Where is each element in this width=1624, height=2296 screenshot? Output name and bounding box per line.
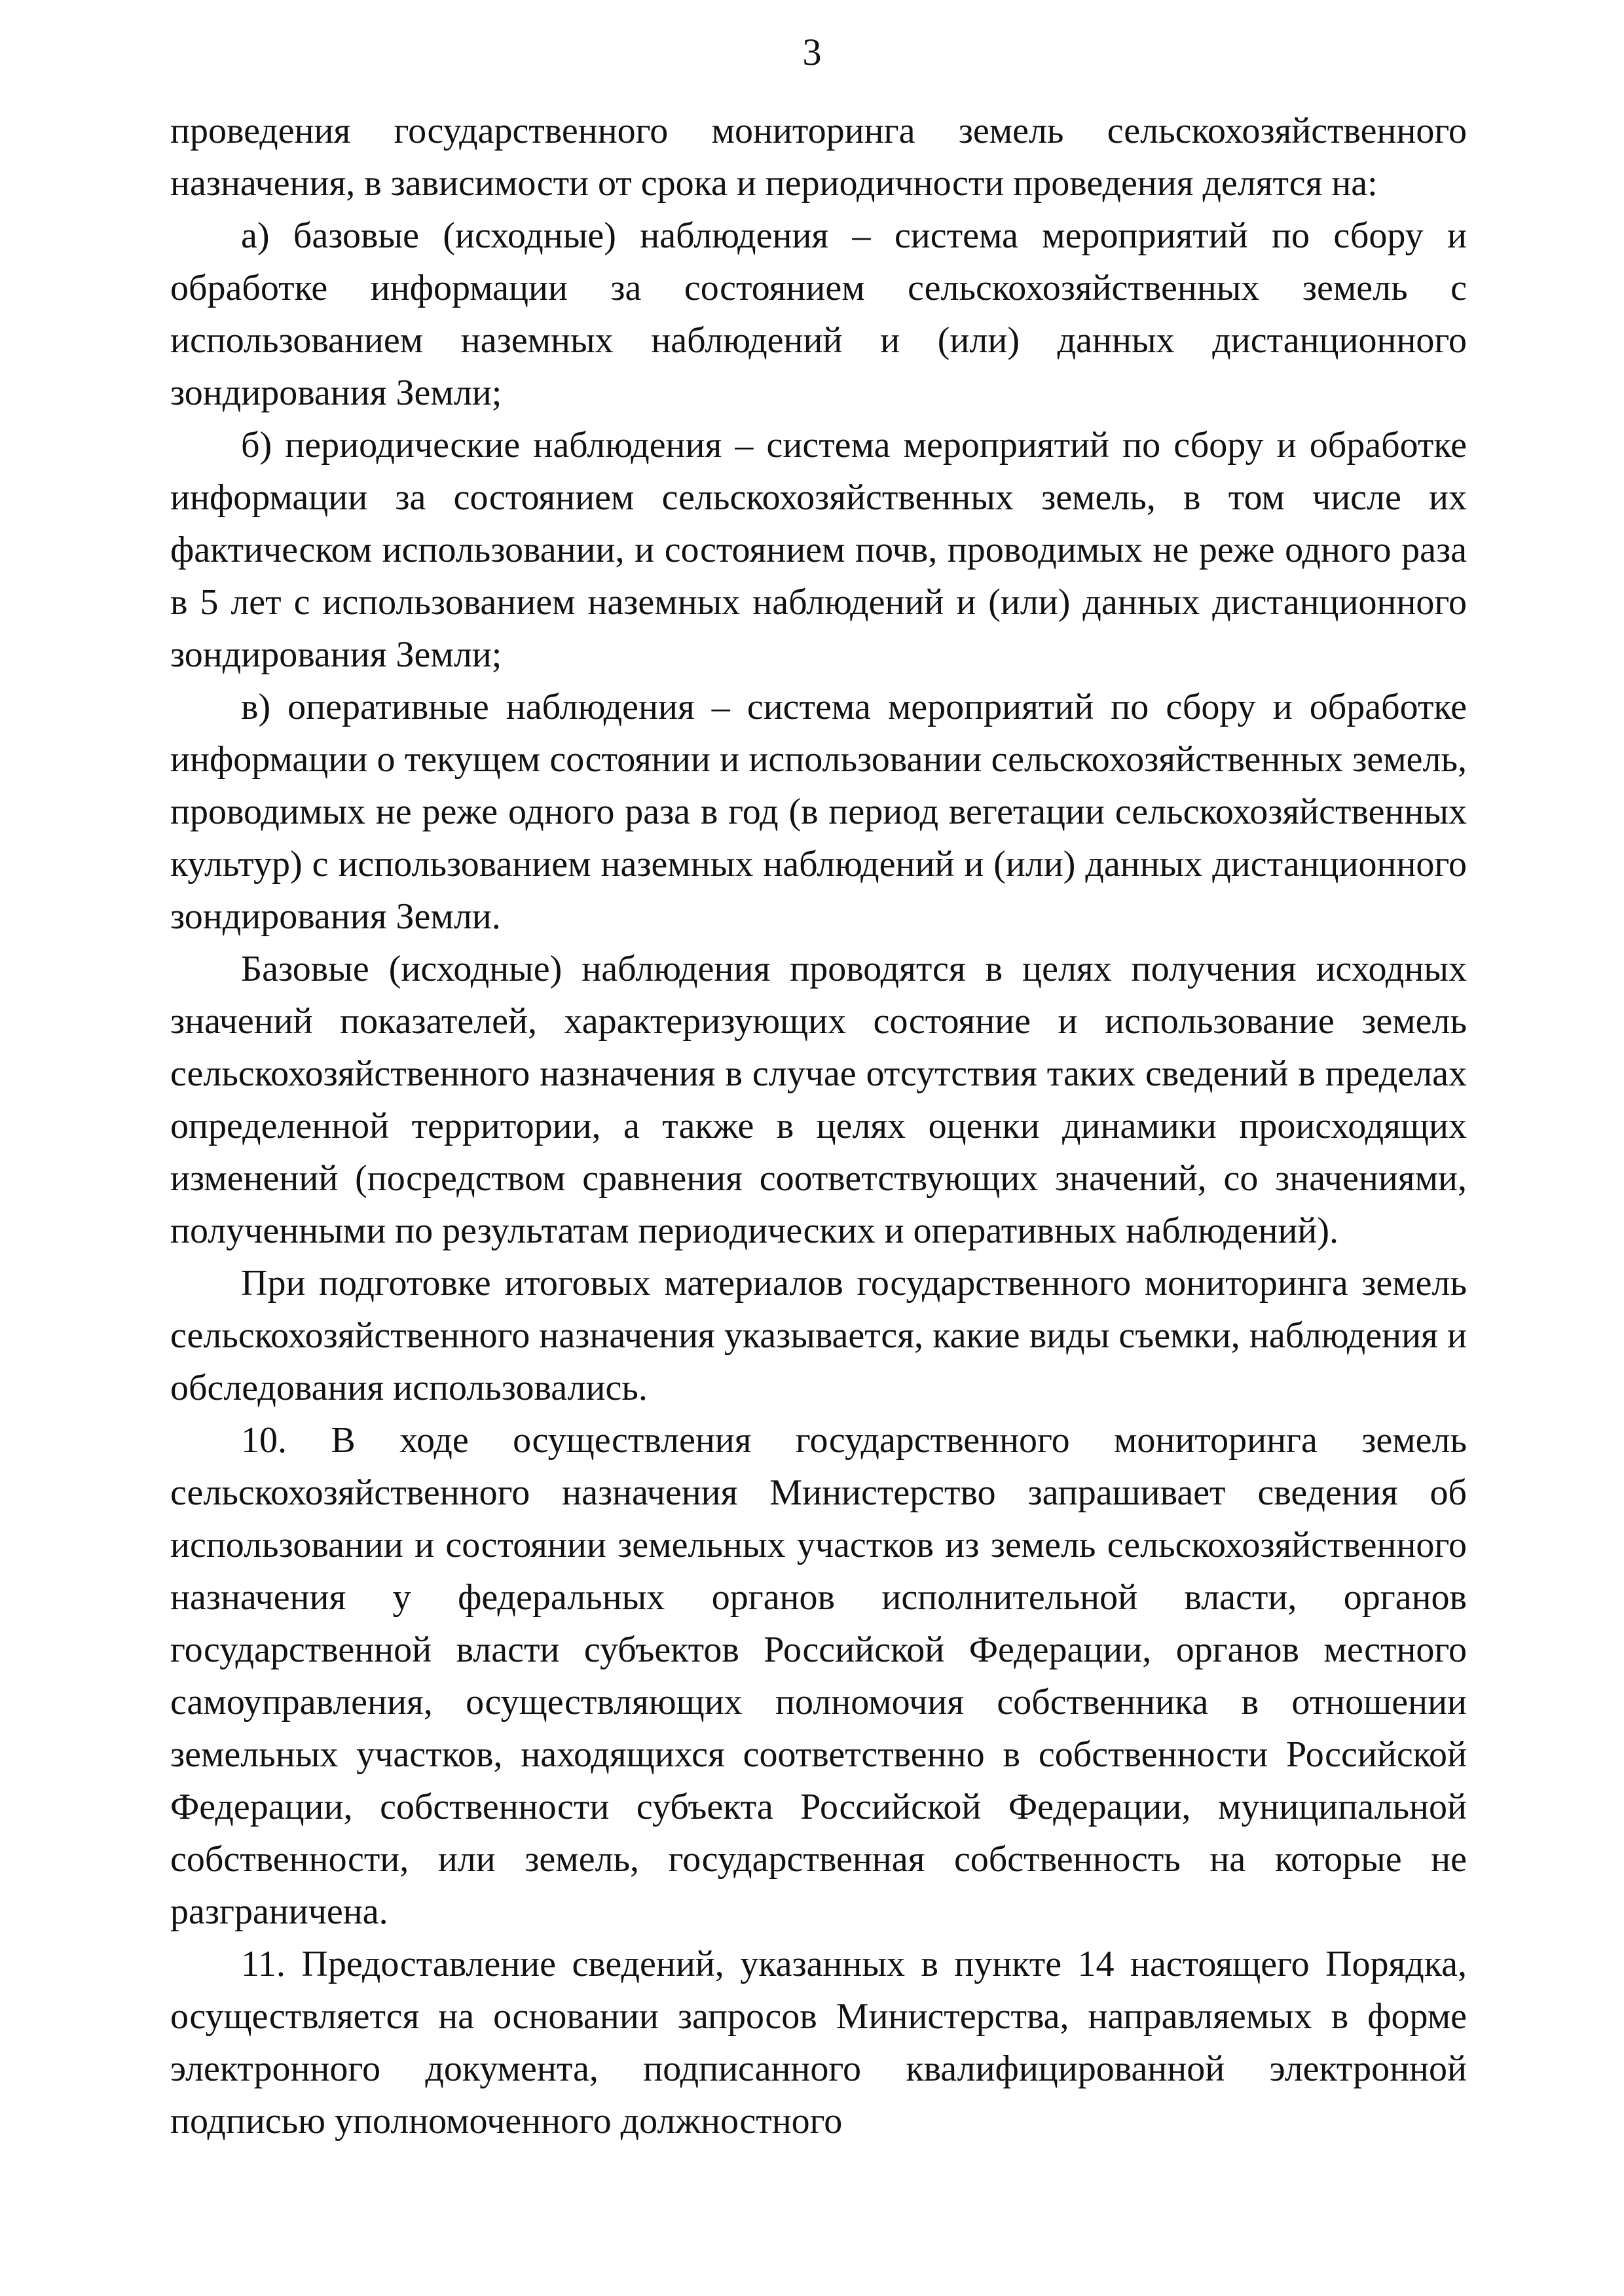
paragraph-base-observations: Базовые (исходные) наблюдения проводятся в целях получения исходных значений показателей, характеризующих состояние и использование земель сельскохозяйственного назначения в случае отсутствия таких сведений в пределах определенной территории, а также в целях оценки динамики происходящих изменений (посредством сравнения соответствующих значений, со значениями, полученными по результатам периодических и оперативных наблюдений). <box>170 949 1467 1251</box>
document-body <box>170 105 1467 2147</box>
paragraph-item-b: б) периодические наблюдения – система мероприятий по сбору и обработке информации за состоянием сельскохозяйственных земель, в том числе их фактическом использовании, и состоянием почв, проводимых не реже одного раза в 5 лет с использованием наземных наблюдений и (или) данных дистанционного зондирования Земли; <box>170 425 1467 675</box>
paragraph-item-11: 11. Предоставление сведений, указанных в пункте 14 настоящего Порядка, осуществляется на основании запросов Министерства, направляемых в форме электронного документа, подписанного квалифицированной электронной подписью уполномоченного должностного <box>170 1944 1467 2141</box>
paragraph-final-materials: При подготовке итоговых материалов государственного мониторинга земель сельскохозяйственного назначения указывается, какие виды съемки, наблюдения и обследования использовались. <box>170 1263 1467 1408</box>
paragraph-item-a: а) базовые (исходные) наблюдения – система мероприятий по сбору и обработке информации за состоянием сельскохозяйственных земель с использованием наземных наблюдений и (или) данных дистанционного зондирования Земли; <box>170 215 1467 413</box>
paragraph-item-v: в) оперативные наблюдения – система мероприятий по сбору и обработке информации о текущем состоянии и использовании сельскохозяйственных земель, проводимых не реже одного раза в год (в период вегетации сельскохозяйственных культур) с использованием наземных наблюдений и (или) данных дистанционного зондирования Земли. <box>170 687 1467 937</box>
paragraph-item-10: 10. В ходе осуществления государственного мониторинга земель сельскохозяйственного назначения Министерство запрашивает сведения об использовании и состоянии земельных участков из земель сельскохозяйственного назначения у федеральных органов исполнительной власти, органов государственной власти субъектов Российской Федерации, органов местного самоуправления, осуществляющих полномочия собственника в отношении земельных участков, находящихся соответственно в собственности Российской Федерации, собственности субъекта Российской Федерации, муниципальной собственности, или земель, государственная собственность на которые не разграничена. <box>170 1420 1467 1932</box>
page-number: 3 <box>802 31 822 73</box>
paragraph-continuation: проведения государственного мониторинга земель сельскохозяйственного назначения, в зависимости от срока и периодичности проведения делятся на: <box>170 111 1467 204</box>
